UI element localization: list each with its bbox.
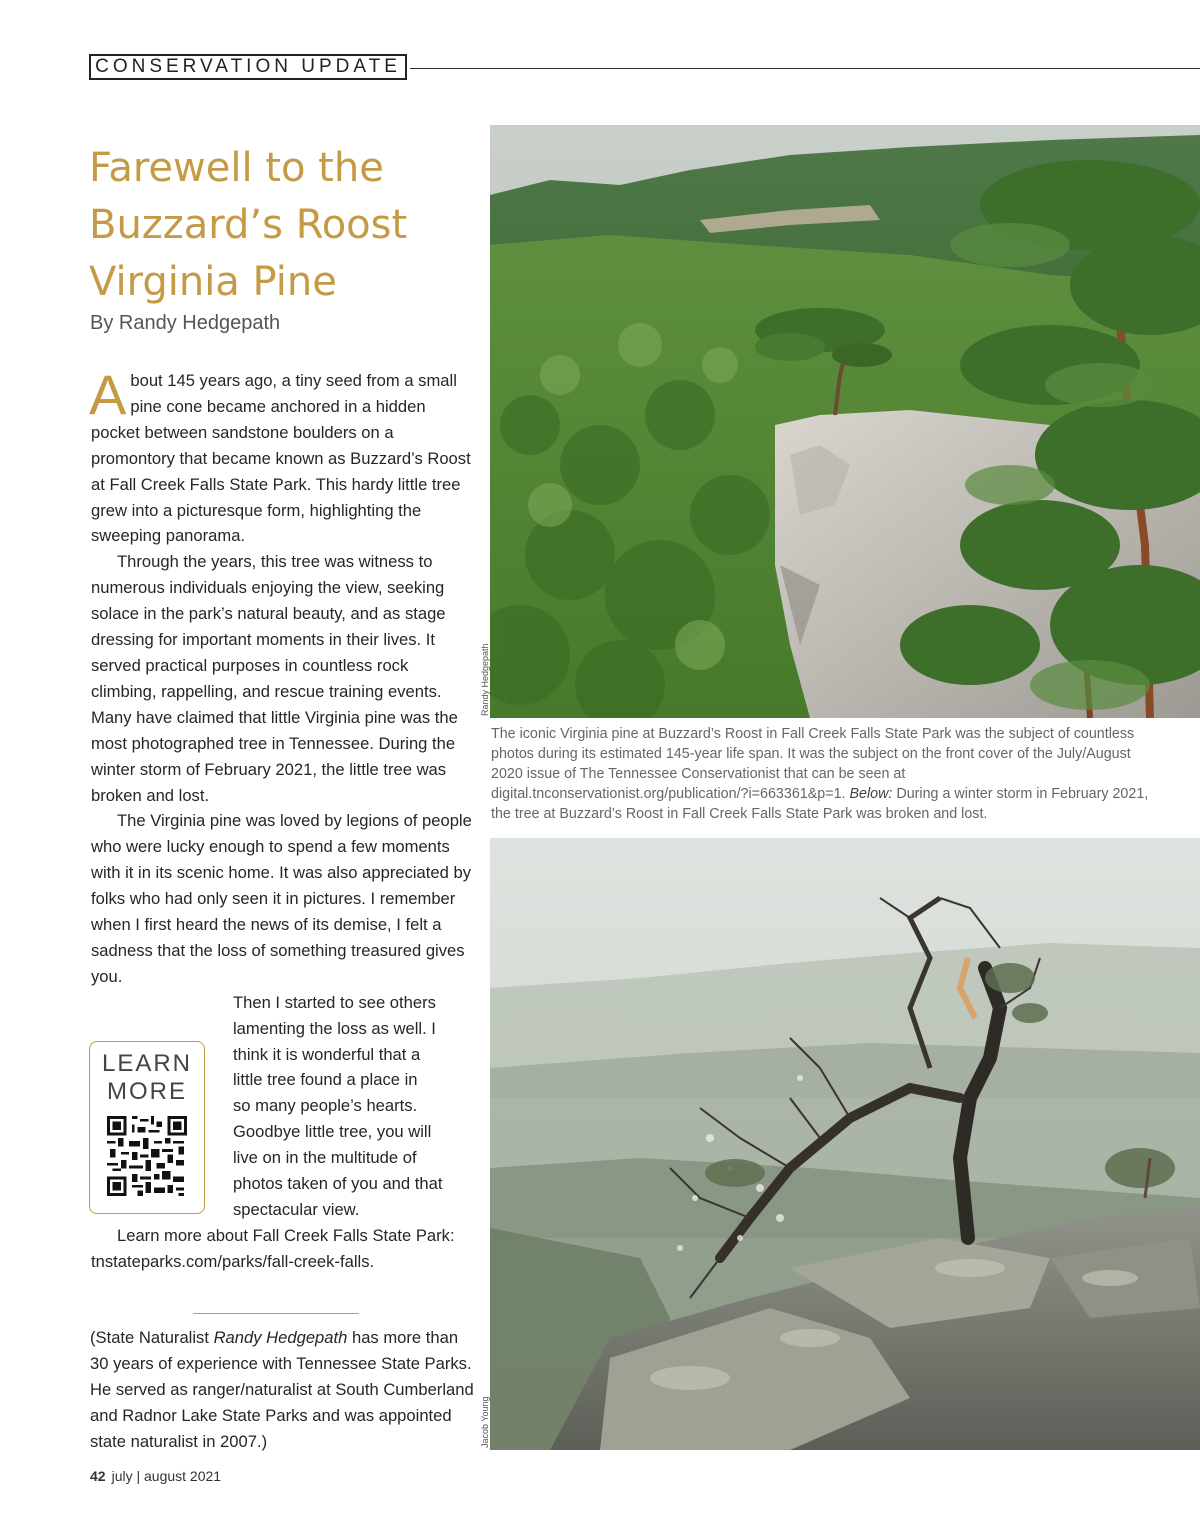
section-rule [410, 68, 1200, 69]
qr-code-icon[interactable] [107, 1116, 187, 1196]
paragraph-4: Then I started to see others lamenting the loss as well. I think it is wonderful that a little tree found a place in so many people’s hearts. Goodbye little tree, you will live on in the multitude of photos taken of you and that spectacular view. [233, 992, 443, 1219]
page-number: 42 [90, 1468, 106, 1484]
title-line: Virginia Pine [89, 259, 337, 305]
photo-credit-top: Randy Hedgepath [480, 643, 490, 716]
paragraph-5: Learn more about Fall Creek Falls State Park: tnstateparks.com/parks/fall-creek-falls. [91, 1225, 455, 1271]
title-line: Farewell to the [89, 145, 384, 191]
photo-credit-bottom: Jacob Young [480, 1396, 490, 1448]
paragraph-3: The Virginia pine was loved by legions of people who were lucky enough to spend a few moments with it in its scenic home. It was also appreciated by folks who had only seen it in pictures. I remember when I first heard the news of its demise, I felt a sadness that the loss of something treasured gives you. [91, 811, 472, 986]
paragraph-2: Through the years, this tree was witness to numerous individuals enjoying the view, seeking solace in the park’s natural beauty, and as stage dressing for important moments in their lives. It served practical purposes in countless rock climbing, rappelling, and rescue training events. Many have claimed that little Virginia pine was the most photographed tree in Tennessee. During the winter storm of February 2021, the little tree was broken and lost. [91, 552, 458, 805]
page-footer [90, 1468, 221, 1484]
title-line: Buzzard’s Roost [89, 202, 408, 248]
drop-cap: A [89, 363, 127, 426]
byline: By Randy Hedgepath [90, 312, 281, 334]
learn-more-label: LEARN MORE [101, 1050, 193, 1105]
author-bio: (State Naturalist Randy Hedgepath has more than 30 years of experience with Tennessee State Parks. He served as ranger/naturalist at South Cumberland and Radnor Lake State Parks and was appointed state naturalist in 2007.) [90, 1328, 474, 1451]
article-title [89, 140, 469, 311]
bio-divider [193, 1313, 359, 1314]
photo-caption: The iconic Virginia pine at Buzzard’s Roost in Fall Creek Falls State Park was the subject of countless photos during its estimated 145-year life span. It was the subject on the front cover of the July/August 2020 issue of The Tennessee Conservationist that can be seen at digital.tnconservationist.org/publication/?i=663361&p=1. Below: During a winter storm in February 2021, the tree at Buzzard’s Roost in Fall Creek Falls State Park was broken and lost. [491, 726, 1149, 822]
photo-buzzards-roost-pine [490, 125, 1200, 718]
paragraph-1: About 145 years ago, a tiny seed from a small pine cone became anchored in a hidden pocket between sandstone boulders on a promontory that became known as Buzzard’s Roost at Fall Creek Falls State Park. This hardy little tree grew into a picturesque form, highlighting the sweeping panorama. [89, 363, 471, 546]
issue-label: july | august 2021 [111, 1468, 222, 1484]
section-label: CONSERVATION UPDATE [89, 54, 407, 80]
learn-more-box[interactable] [89, 1041, 205, 1214]
photo-broken-pine [490, 838, 1200, 1450]
author-name: Randy Hedgepath [213, 1328, 348, 1347]
